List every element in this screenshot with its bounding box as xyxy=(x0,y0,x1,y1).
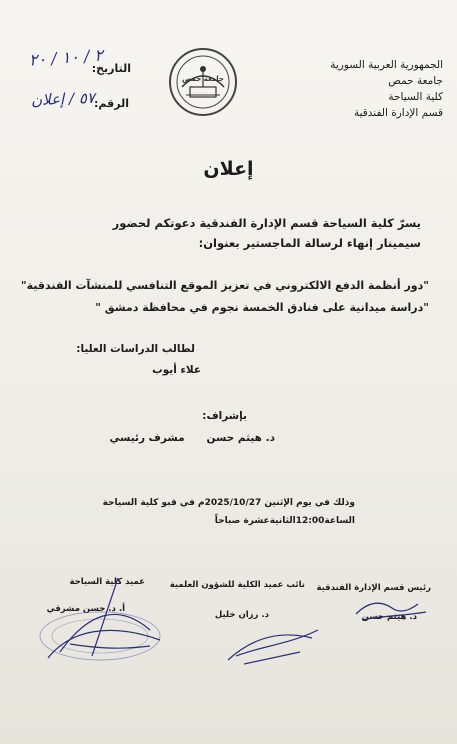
header-faculty: كلية السياحة xyxy=(388,91,443,103)
signatures-drawing xyxy=(0,560,457,700)
signature-name-dept-head: د. هيثم حسن xyxy=(361,612,417,622)
supervisor-line: د. هيثم حسن مشرف رئيسي xyxy=(109,432,275,444)
header-university: جامعة حمص xyxy=(388,75,443,87)
date-label: التاريخ: xyxy=(91,62,131,75)
ref-label: الرقم: xyxy=(94,97,129,110)
intro-line-2: سيمينار إنهاء لرسالة الماجستير بعنوان: xyxy=(198,236,421,250)
header-country: الجمهورية العربية السورية xyxy=(330,59,443,71)
handwritten-date: ٢ / ١٠ / ٢٠ xyxy=(28,45,104,70)
student-name: علاء أيوب xyxy=(152,364,201,376)
page-title: إعلان xyxy=(203,158,254,180)
thesis-title-line-2: "دراسة ميدانية على فنادق الخمسة نجوم في محافظة دمشق " xyxy=(95,301,429,314)
dean-signature-icon xyxy=(40,578,160,660)
intro-line-1: يسرّ كلية السياحة قسم الإدارة الفندقية دعوتكم لحضور xyxy=(112,216,421,230)
signature-name-vice-dean: د. رزان خليل xyxy=(214,610,269,620)
logo-caption: جامعة حمص xyxy=(182,75,224,83)
vice-dean-signature-icon xyxy=(228,630,318,664)
signature-title-vice-dean: نائب عميد الكلية للشؤون العلمية xyxy=(169,580,305,590)
institution-header xyxy=(293,57,443,121)
signature-title-dept-head: رئيس قسم الإدارة الفندقية xyxy=(316,583,431,593)
supervision-label: بإشراف: xyxy=(202,410,247,422)
dept-head-signature-icon xyxy=(356,603,426,620)
student-label: لطالب الدراسات العليا: xyxy=(76,343,195,355)
venue-line-1: وذلك في يوم الإثنين 2025/10/27م في قبو كلية السياحة xyxy=(102,498,355,508)
university-logo xyxy=(168,47,238,117)
signature-title-dean: عميد كلية السياحة xyxy=(69,577,145,587)
signature-name-dean: أ. د. حسن مشرقي xyxy=(46,604,125,614)
thesis-title-line-1: "دور أنظمة الدفع الالكتروني في تعزيز الموقع التنافسي للمنشآت الفندقية" xyxy=(20,279,429,292)
header-department: قسم الإدارة الفندقية xyxy=(353,107,443,119)
handwritten-ref: ٥٧ / إعلان xyxy=(30,88,96,110)
venue-line-2: الساعة12:00الثانيةعشرة صباحاً xyxy=(214,516,355,526)
